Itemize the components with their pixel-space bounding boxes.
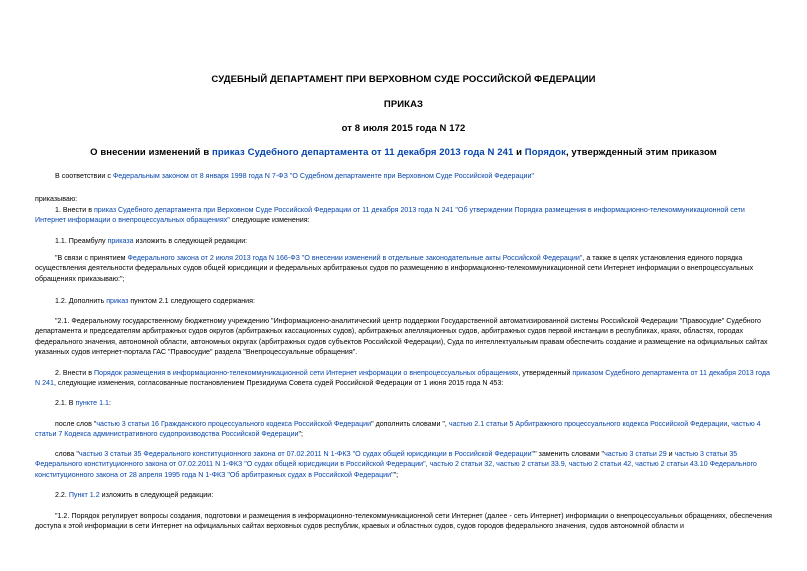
text: "; — [393, 470, 399, 479]
link-order-2[interactable]: приказ — [106, 297, 129, 305]
text: , а также в целях установления единого порядка осуществления деятельности федеральных судов общей юрисдикции и федеральных арбитражных судов по размещению в информационно-телекоммуникационной сети Интернет информации о внепроцессуальных обращениях приказываю:"; — [35, 254, 754, 283]
title-link-order[interactable]: приказ Судебного департамента от 11 декабря 2013 года N 241 — [212, 147, 514, 158]
text: : — [108, 399, 111, 407]
text: 1.2. Дополнить — [55, 297, 107, 305]
title-text-3: , утвержденный этим приказом — [565, 147, 717, 158]
link-federal-law-166fz[interactable]: Федерального закона от 2 июля 2013 года N 166-ФЗ "О внесении изменений в отдельные законодательные акты Российской Федерации" — [127, 254, 583, 262]
paragraph-preamble — [35, 171, 772, 181]
text: , — [727, 420, 732, 428]
title-text-1: О внесении изменений в — [90, 147, 213, 158]
text: изложить в следующей редакции: — [99, 491, 214, 499]
paragraph-item-1-2 — [35, 296, 772, 306]
text: "В связи с принятием — [55, 254, 128, 262]
paragraph-new-preamble — [35, 253, 772, 284]
paragraph-words-replace — [35, 449, 772, 480]
paragraph-item-1-2-text: "1.2. Порядок регулирует вопросы создания, подготовки и размещения в информационно-телекоммуникационной сети Интернет (далее - сеть Интернет) информации о внепроцессуальных обращениях, обеспечения доступа к этой информации в сети Интернет на официальных сайтах верховных судов республик, краевых и областных судов, судов городов федерального значения, судов автономной области и — [35, 512, 772, 531]
text: пунктом 2.1 следующего содержания: — [128, 297, 255, 305]
link-federal-law-7fz[interactable]: Федеральным законом от 8 января 1998 года N 7-ФЗ "О Судебном департаменте при Верховном Суде Российской Федерации" — [112, 172, 534, 180]
link-order-241[interactable]: приказ Судебного департамента при Верховном Суде Российской Федерации от 11 декабря 2013 года N 241 "Об утверждении Порядка размещения в информационно-телекоммуникационной сети Интернет информации о внепроцессуальных обращениях" — [35, 206, 745, 225]
link-fkz-35[interactable]: частью 3 статьи 35 Федерального конституционного закона от 07.02.2011 N 1-ФКЗ "О судах общей юрисдикции в Российской Федерации" — [78, 450, 535, 458]
text: 1. Внести в — [55, 206, 94, 214]
text: "; — [298, 430, 304, 439]
text: , утвержденный — [518, 369, 573, 377]
link-apk-5[interactable]: частью 2.1 статьи 5 Арбитражного процессуального кодекса Российской Федерации — [448, 420, 728, 428]
paragraph-item-1 — [35, 205, 772, 226]
title-link-procedure[interactable]: Порядок — [524, 147, 566, 158]
text: , следующие изменения, согласованные постановлением Президиума Совета судей Российской Федерации от 1 июня 2015 года N 453: — [53, 379, 504, 388]
paragraph-order-word: приказываю: — [35, 195, 78, 203]
text: изложить в следующей редакции: — [133, 237, 248, 245]
text: 2.1. В — [55, 399, 76, 407]
text: " дополнить словами ", — [371, 420, 449, 428]
date-number-heading: от 8 июля 2015 года N 172 — [341, 123, 466, 134]
organization-heading: СУДЕБНЫЙ ДЕПАРТАМЕНТ ПРИ ВЕРХОВНОМ СУДЕ РОССИЙСКОЙ ФЕДЕРАЦИИ — [211, 74, 596, 85]
paragraph-item-2 — [35, 368, 772, 389]
text: и — [666, 450, 675, 458]
link-fkz-29[interactable]: частью 3 статьи 29 — [604, 450, 667, 458]
document-title — [0, 147, 807, 158]
paragraph-item-2-1 — [35, 398, 772, 408]
text: " заменить словами " — [534, 450, 605, 458]
text: 2. Внести в — [55, 369, 94, 377]
link-procedure[interactable]: Порядок размещения в информационно-телекоммуникационной сети Интернет информации о внепроцессуальных обращениях — [93, 369, 519, 377]
link-fkz-35-list[interactable]: частью 3 статьи 35 Федерального конституционного закона от 07.02.2011 N 1-ФКЗ "О судах общей юрисдикции в Российской Федерации", частью 2 статьи 32, частью 2 статьи 33.9, частью 2 статьи 42, частью 2 статьи 43.10 Федерального конституционного закона от 28 апреля 1995 года N 1-ФКЗ "Об арбитражных судах в Российской Федерации" — [35, 450, 757, 479]
paragraph-after-words — [35, 419, 772, 440]
text: В соответствии с — [55, 172, 113, 180]
link-point-1-2[interactable]: Пункт 1.2 — [68, 491, 100, 499]
title-text-2: и — [513, 147, 525, 158]
paragraph-item-2-2 — [35, 490, 772, 500]
link-order-241-2[interactable]: приказом Судебного департамента от 11 декабря 2013 года N 241 — [35, 369, 770, 388]
text: 1.1. Преамбулу — [55, 237, 108, 245]
text: после слов " — [55, 420, 97, 428]
paragraph-item-1-1 — [35, 236, 772, 246]
link-kas-7[interactable]: частью 4 статьи 7 Кодекса административного судопроизводства Российской Федерации — [35, 420, 761, 439]
link-gpk-16[interactable]: частью 3 статьи 16 Гражданского процессуального кодекса Российской Федерации — [96, 420, 372, 428]
link-point-1-1[interactable]: пункте 1.1 — [75, 399, 109, 407]
link-order[interactable]: приказа — [107, 237, 134, 245]
text: слова " — [55, 450, 79, 458]
paragraph-item-2-1-text: "2.1. Федеральному государственному бюджетному учреждению "Информационно-аналитический центр поддержки Государственной автоматизированной системы Российской Федерации "Правосудие" Судебного департамента и председателям арбитражных судов округов (арбитражных кассационных судов), арбитражных апелляционных судов, арбитражных судов первой инстанции в республиках, краях, областях, городах федерального значения, автономной области, автономных округах (арбитражных судов субъектов Российской Федерации), Суда по интеллектуальным правам обеспечить создание и размещение на официальных сайтах указанных судов интернет-портала ГАС "Правосудие" раздела "Внепроцессуальные обращения". — [35, 317, 768, 356]
text: следующие изменения: — [229, 216, 310, 225]
text: 2.2. — [55, 491, 69, 499]
document-type-heading: ПРИКАЗ — [383, 99, 424, 110]
